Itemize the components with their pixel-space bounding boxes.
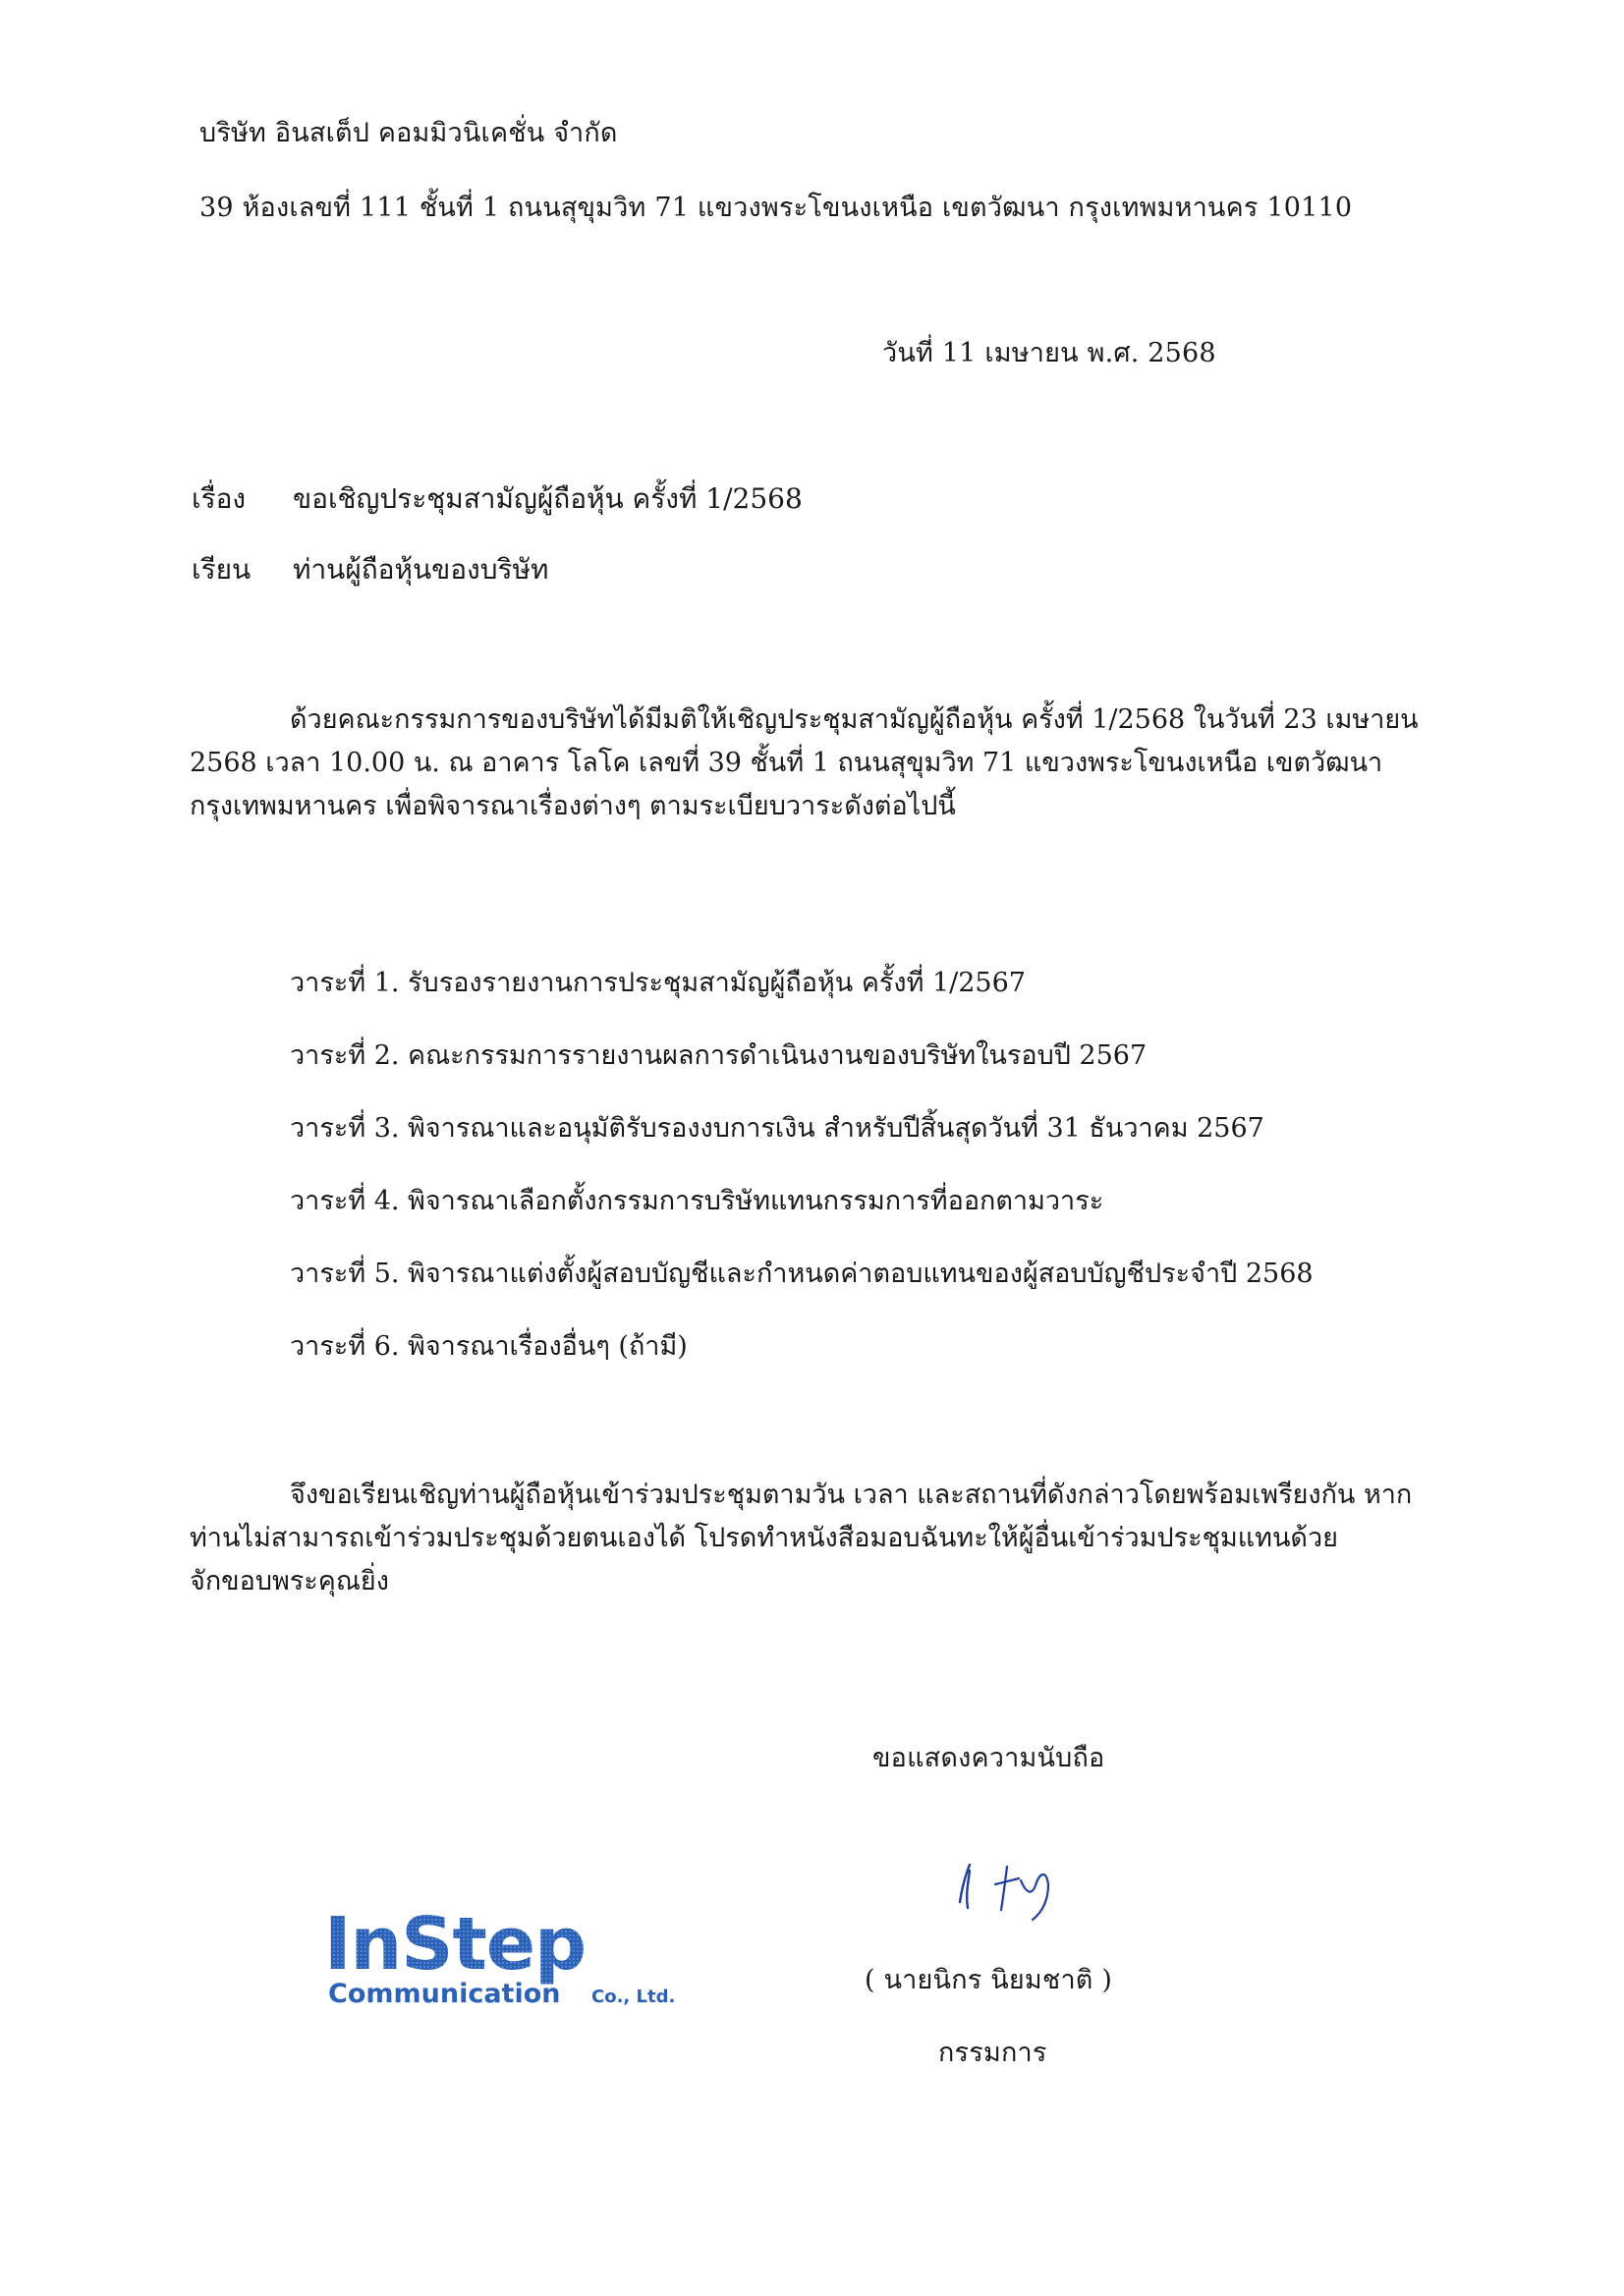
- agenda-item: วาระที่ 1. รับรองรายงานการประชุมสามัญผู้ถือหุ้น ครั้งที่ 1/2567: [290, 968, 1026, 998]
- paragraph-line: 2568 เวลา 10.00 น. ณ อาคาร โลโค เลขที่ 39 ชั้นที่ 1 ถนนสุขุมวิท 71 แขวงพระโขนงเหนือ เขตวัฒนา: [190, 748, 1383, 778]
- intro-paragraph: [190, 700, 1447, 830]
- svg-text:Co., Ltd.: Co., Ltd.: [591, 1987, 676, 2007]
- paragraph-line: จึงขอเรียนเชิญท่านผู้ถือหุ้นเข้าร่วมประชุมตามวัน เวลา และสถานที่ดังกล่าวโดยพร้อมเพรียงกัน หาก: [290, 1480, 1413, 1510]
- instep-logo: [324, 1906, 737, 2014]
- subject-label: เรื่อง: [192, 482, 247, 515]
- svg-text:Communication: Communication: [328, 1979, 561, 2009]
- closing-paragraph: [190, 1476, 1447, 1605]
- agenda-item: วาระที่ 6. พิจารณาเรื่องอื่นๆ (ถ้ามี): [290, 1331, 688, 1362]
- agenda-list: [290, 964, 1314, 1400]
- paragraph-line: กรุงเทพมหานคร เพื่อพิจารณาเรื่องต่างๆ ตามระเบียบวาระดังต่อไปนี้: [190, 791, 956, 821]
- paragraph-line: จักขอบพระคุณยิ่ง: [190, 1566, 389, 1596]
- agenda-item: วาระที่ 3. พิจารณาและอนุมัติรับรองงบการเงิน สำหรับปีสิ้นสุดวันที่ 31 ธันวาคม 2567: [290, 1113, 1264, 1144]
- signer-name: ( นายนิกร นิยมชาติ ): [865, 1965, 1113, 1995]
- agenda-item: วาระที่ 4. พิจารณาเลือกตั้งกรรมการบริษัทแทนกรรมการที่ออกตามวาระ: [290, 1186, 1104, 1216]
- recipient-value: ท่านผู้ถือหุ้นของบริษัท: [293, 553, 549, 586]
- subject-value: ขอเชิญประชุมสามัญผู้ถือหุ้น ครั้งที่ 1/2568: [293, 482, 803, 515]
- sign-off-regards: ขอแสดงความนับถือ: [872, 1743, 1105, 1773]
- paragraph-line: ท่านไม่สามารถเข้าร่วมประชุมด้วยตนเองได้ โปรดทำหนังสือมอบฉันทะให้ผู้อื่นเข้าร่วมประชุมแทนด้วย: [190, 1523, 1338, 1553]
- svg-text:InStep: InStep: [324, 1906, 587, 1987]
- agenda-item: วาระที่ 2. คณะกรรมการรายงานผลการดำเนินงานของบริษัทในรอบปี 2567: [290, 1040, 1148, 1071]
- recipient-label: เรียน: [192, 553, 252, 586]
- letter-date: วันที่ 11 เมษายน พ.ศ. 2568: [882, 338, 1216, 368]
- handwritten-signature: [938, 1845, 1076, 1924]
- company-address: 39 ห้องเลขที่ 111 ชั้นที่ 1 ถนนสุขุมวิท 71 แขวงพระโขนงเหนือ เขตวัฒนา กรุงเทพมหานคร 10110: [199, 193, 1353, 223]
- signer-title: กรรมการ: [938, 2038, 1047, 2068]
- paragraph-line: ด้วยคณะกรรมการของบริษัทได้มีมติให้เชิญประชุมสามัญผู้ถือหุ้น ครั้งที่ 1/2568 ในวันที่ 23 เมษายน: [290, 704, 1419, 735]
- agenda-item: วาระที่ 5. พิจารณาแต่งตั้งผู้สอบบัญชีและกำหนดค่าตอบแทนของผู้สอบบัญชีประจำปี 2568: [290, 1259, 1314, 1289]
- company-name: บริษัท อินสเต็ป คอมมิวนิเคชั่น จำกัด: [199, 118, 618, 148]
